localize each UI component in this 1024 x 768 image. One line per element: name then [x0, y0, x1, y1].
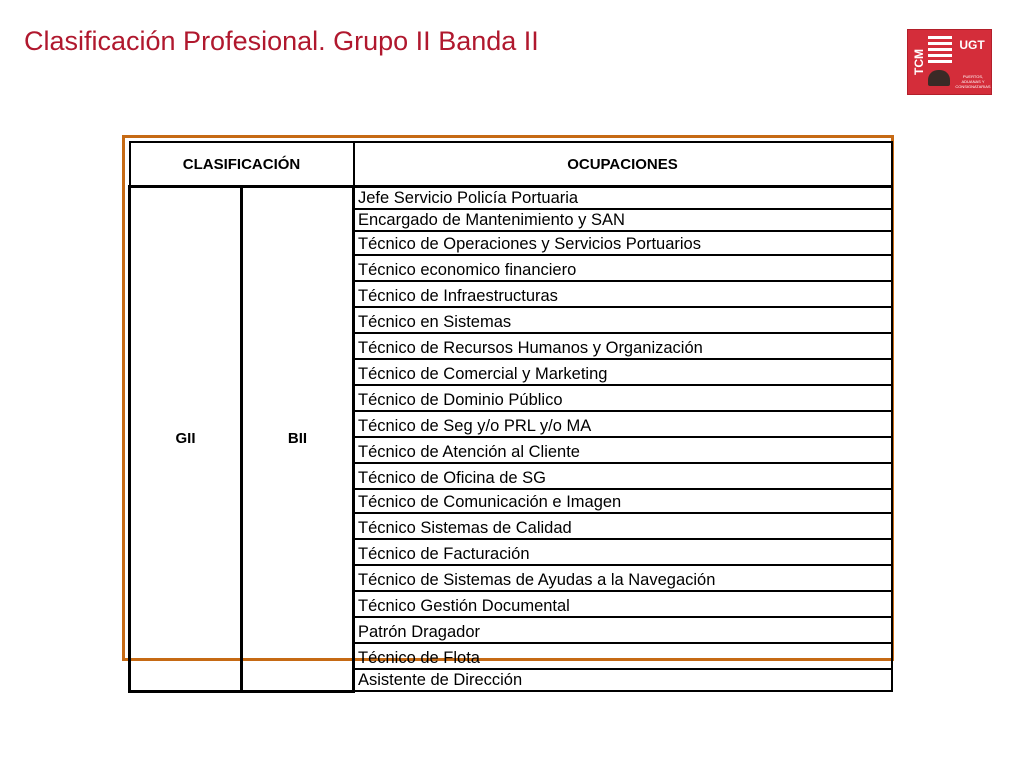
occupation-cell: Asistente de Dirección — [354, 669, 892, 691]
occupation-cell: Encargado de Mantenimiento y SAN — [354, 209, 892, 231]
occupation-cell: Técnico de Dominio Público — [354, 385, 892, 411]
occupation-cell: Técnico de Comercial y Marketing — [354, 359, 892, 385]
logo-sub-text: PUERTOS, ADUANAS Y CONSIGNATARIAS — [955, 74, 991, 89]
occupation-cell: Técnico de Facturación — [354, 539, 892, 565]
occupation-cell: Técnico de Sistemas de Ayudas a la Navegación — [354, 565, 892, 591]
occupation-cell: Técnico de Infraestructuras — [354, 281, 892, 307]
occupation-cell: Técnico de Oficina de SG — [354, 463, 892, 489]
classification-table — [128, 141, 893, 693]
occupation-cell: Técnico en Sistemas — [354, 307, 892, 333]
occupation-cell: Técnico Gestión Documental — [354, 591, 892, 617]
logo-stripes-graphic — [928, 36, 952, 66]
occupation-cell: Técnico de Comunicación e Imagen — [354, 489, 892, 513]
band-cell: BII — [242, 187, 354, 692]
occupations-body — [130, 187, 892, 692]
table-frame — [122, 135, 894, 689]
header-classification: CLASIFICACIÓN — [130, 142, 354, 187]
occupation-cell: Técnico de Operaciones y Servicios Portuarios — [354, 231, 892, 255]
logo-brand-text: UGT — [959, 38, 985, 52]
occupation-cell: Técnico de Flota — [354, 643, 892, 669]
table-row — [130, 187, 892, 210]
header-occupations: OCUPACIONES — [354, 142, 892, 187]
occupation-cell: Técnico de Seg y/o PRL y/o MA — [354, 411, 892, 437]
logo-rock-graphic — [928, 70, 950, 86]
occupation-cell: Técnico de Atención al Cliente — [354, 437, 892, 463]
occupation-cell: Técnico Sistemas de Calidad — [354, 513, 892, 539]
occupation-cell: Patrón Dragador — [354, 617, 892, 643]
occupation-cell: Técnico de Recursos Humanos y Organización — [354, 333, 892, 359]
page-title: Clasificación Profesional. Grupo II Banda II — [24, 26, 539, 56]
logo-side-text: TCM — [912, 49, 926, 75]
occupation-cell: Jefe Servicio Policía Portuaria — [354, 187, 892, 210]
tcm-ugt-logo — [907, 29, 992, 95]
group-cell: GII — [130, 187, 242, 692]
occupation-cell: Técnico economico financiero — [354, 255, 892, 281]
